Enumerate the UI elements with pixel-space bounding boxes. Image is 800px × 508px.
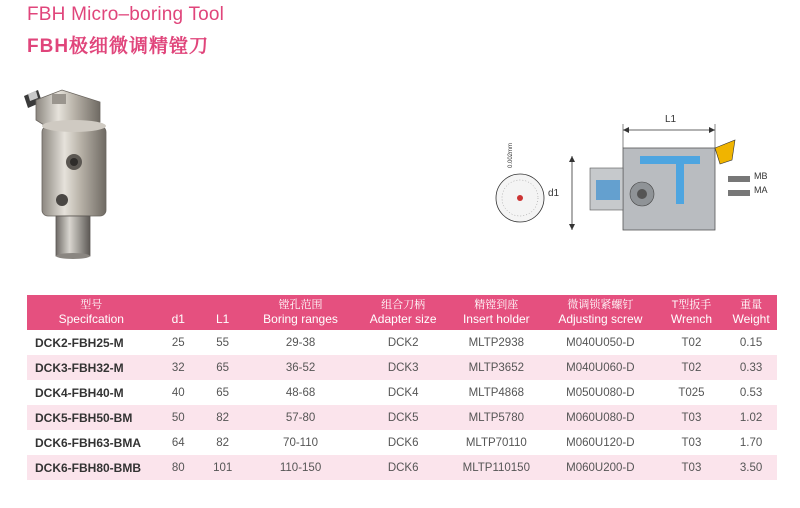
header-spec: 型号 Specifcation <box>27 295 156 330</box>
header-insert-holder: 精镗到座 Insert holder <box>450 295 543 330</box>
cell-adapter-size: DCK4 <box>357 380 450 405</box>
technical-diagram <box>480 108 780 238</box>
header-l1: L1 <box>201 295 244 330</box>
cell-weight: 0.53 <box>725 380 777 405</box>
header-weight: 重量 Weight <box>725 295 777 330</box>
cell-d1: 64 <box>156 430 201 455</box>
ma-label: MA <box>754 185 768 195</box>
cell-insert-holder: MLTP110150 <box>450 455 543 480</box>
table-row <box>27 430 777 455</box>
header-adapter-size: 组合刀柄 Adapter size <box>357 295 450 330</box>
cell-wrench: T02 <box>658 355 725 380</box>
cell-l1: 65 <box>201 355 244 380</box>
header-wrench: T型扳手 Wrench <box>658 295 725 330</box>
table-header-row <box>27 295 777 330</box>
cell-d1: 80 <box>156 455 201 480</box>
cell-d1: 25 <box>156 330 201 355</box>
cell-wrench: T03 <box>658 405 725 430</box>
mb-label: MB <box>754 171 768 181</box>
title-en: FBH Micro–boring Tool <box>27 4 225 25</box>
cell-weight: 0.33 <box>725 355 777 380</box>
cell-l1: 65 <box>201 380 244 405</box>
cell-l1: 82 <box>201 430 244 455</box>
cell-wrench: T025 <box>658 380 725 405</box>
title-cn: FBH极细微调精镗刀 <box>27 36 210 57</box>
cell-d1: 50 <box>156 405 201 430</box>
table-row <box>27 455 777 480</box>
cell-weight: 1.70 <box>725 430 777 455</box>
cell-adapter-size: DCK6 <box>357 430 450 455</box>
cell-model: DCK6-FBH80-BMB <box>27 455 156 480</box>
cell-adapter-size: DCK2 <box>357 330 450 355</box>
cell-adjusting-screw: M040U060-D <box>543 355 658 380</box>
cell-wrench: T03 <box>658 455 725 480</box>
cell-adjusting-screw: M060U120-D <box>543 430 658 455</box>
cell-insert-holder: MLTP5780 <box>450 405 543 430</box>
cell-model: DCK6-FBH63-BMA <box>27 430 156 455</box>
cell-boring-range: 70-110 <box>244 430 356 455</box>
cell-weight: 3.50 <box>725 455 777 480</box>
table-row <box>27 405 777 430</box>
product-photo <box>22 86 132 266</box>
table-row <box>27 330 777 355</box>
header-d1: d1 <box>156 295 201 330</box>
cell-insert-holder: MLTP70110 <box>450 430 543 455</box>
dial-label: 0.002mm <box>508 142 514 168</box>
cell-adjusting-screw: M060U080-D <box>543 405 658 430</box>
cell-insert-holder: MLTP3652 <box>450 355 543 380</box>
cell-d1: 32 <box>156 355 201 380</box>
table-row <box>27 380 777 405</box>
cell-l1: 101 <box>201 455 244 480</box>
cell-l1: 82 <box>201 405 244 430</box>
header-adjusting-screw: 微调锁紧螺钉 Adjusting screw <box>543 295 658 330</box>
header-boring-ranges: 镗孔范围 Boring ranges <box>244 295 356 330</box>
cell-adjusting-screw: M040U050-D <box>543 330 658 355</box>
cell-adapter-size: DCK5 <box>357 405 450 430</box>
cell-adjusting-screw: M050U080-D <box>543 380 658 405</box>
spec-table <box>27 295 777 480</box>
cell-adjusting-screw: M060U200-D <box>543 455 658 480</box>
cell-boring-range: 29-38 <box>244 330 356 355</box>
cell-model: DCK3-FBH32-M <box>27 355 156 380</box>
cell-adapter-size: DCK3 <box>357 355 450 380</box>
table-row <box>27 355 777 380</box>
cell-adapter-size: DCK6 <box>357 455 450 480</box>
cell-model: DCK4-FBH40-M <box>27 380 156 405</box>
cell-l1: 55 <box>201 330 244 355</box>
cell-weight: 0.15 <box>725 330 777 355</box>
cell-wrench: T02 <box>658 330 725 355</box>
cell-model: DCK5-FBH50-BM <box>27 405 156 430</box>
cell-d1: 40 <box>156 380 201 405</box>
d1-label: d1 <box>548 188 560 199</box>
cell-weight: 1.02 <box>725 405 777 430</box>
cell-boring-range: 110-150 <box>244 455 356 480</box>
cell-insert-holder: MLTP2938 <box>450 330 543 355</box>
cell-wrench: T03 <box>658 430 725 455</box>
cell-model: DCK2-FBH25-M <box>27 330 156 355</box>
cell-boring-range: 48-68 <box>244 380 356 405</box>
cell-insert-holder: MLTP4868 <box>450 380 543 405</box>
l1-label: L1 <box>665 114 677 125</box>
cell-boring-range: 57-80 <box>244 405 356 430</box>
cell-boring-range: 36-52 <box>244 355 356 380</box>
